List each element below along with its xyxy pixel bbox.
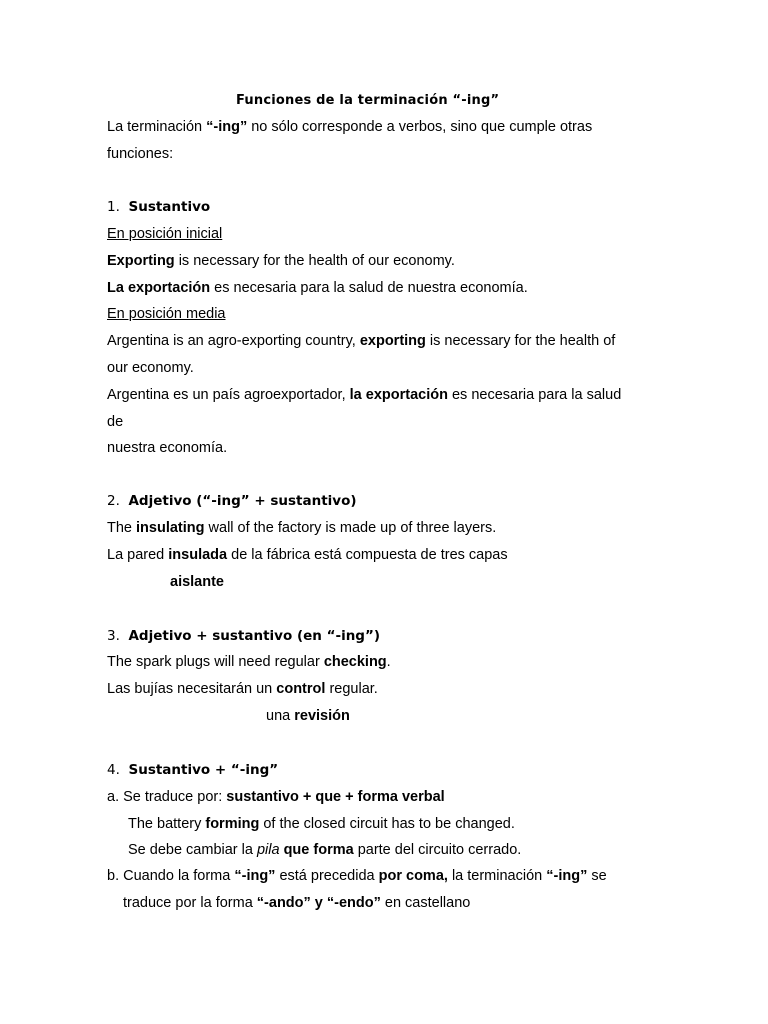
page-title: Funciones de la terminación “-ing” (236, 93, 500, 108)
section-1-example-2: Argentina is an agro-exporting country, exporting is necessary for the health of (107, 333, 616, 349)
intro-line-2: funciones: (107, 146, 174, 162)
section-2-heading: 2. Adjetivo (“-ing” + sustantivo) (107, 493, 357, 509)
section-1-translation-2: Argentina es un país agroexportador, la exportación es necesaria para la salud (107, 387, 622, 403)
section-1-subheading-middle: En posición media (107, 306, 226, 322)
section-1-translation-2-end: nuestra economía. (107, 440, 228, 456)
section-2-example: The insulating wall of the factory is made up of three layers. (107, 520, 497, 536)
section-3-alternative: una revisión (266, 708, 350, 724)
section-3-example: The spark plugs will need regular checking. (107, 654, 391, 670)
section-4-rule-b: b. Cuando la forma “-ing” está precedida por coma, la terminación “-ing” se (107, 868, 607, 884)
intro-line-1: La terminación “-ing” no sólo corresponde a verbos, sino que cumple otras (107, 119, 593, 135)
section-2-alternative: aislante (170, 574, 224, 590)
section-3-heading: 3. Adjetivo + sustantivo (en “-ing”) (107, 628, 381, 644)
section-1-translation-2-cont: de (107, 414, 124, 430)
section-1-example-1: Exporting is necessary for the health of our economy. (107, 253, 455, 269)
section-4-a-example: The battery forming of the closed circuit has to be changed. (128, 816, 515, 832)
section-1-example-2-cont: our economy. (107, 360, 194, 376)
section-2-translation: La pared insulada de la fábrica está compuesta de tres capas (107, 547, 508, 563)
section-4-a-translation: Se debe cambiar la pila que forma parte del circuito cerrado. (128, 842, 522, 858)
section-1-subheading-initial: En posición inicial (107, 226, 223, 242)
section-4-heading: 4. Sustantivo + “-ing” (107, 762, 279, 778)
section-4-rule-b-cont: traduce por la forma “-ando” y “-endo” en castellano (123, 895, 471, 911)
section-1-heading: 1. Sustantivo (107, 199, 211, 215)
section-1-translation-1: La exportación es necesaria para la salud de nuestra economía. (107, 280, 528, 296)
section-3-translation: Las bujías necesitarán un control regular. (107, 681, 378, 697)
section-4-rule-a: a. Se traduce por: sustantivo + que + forma verbal (107, 789, 445, 805)
